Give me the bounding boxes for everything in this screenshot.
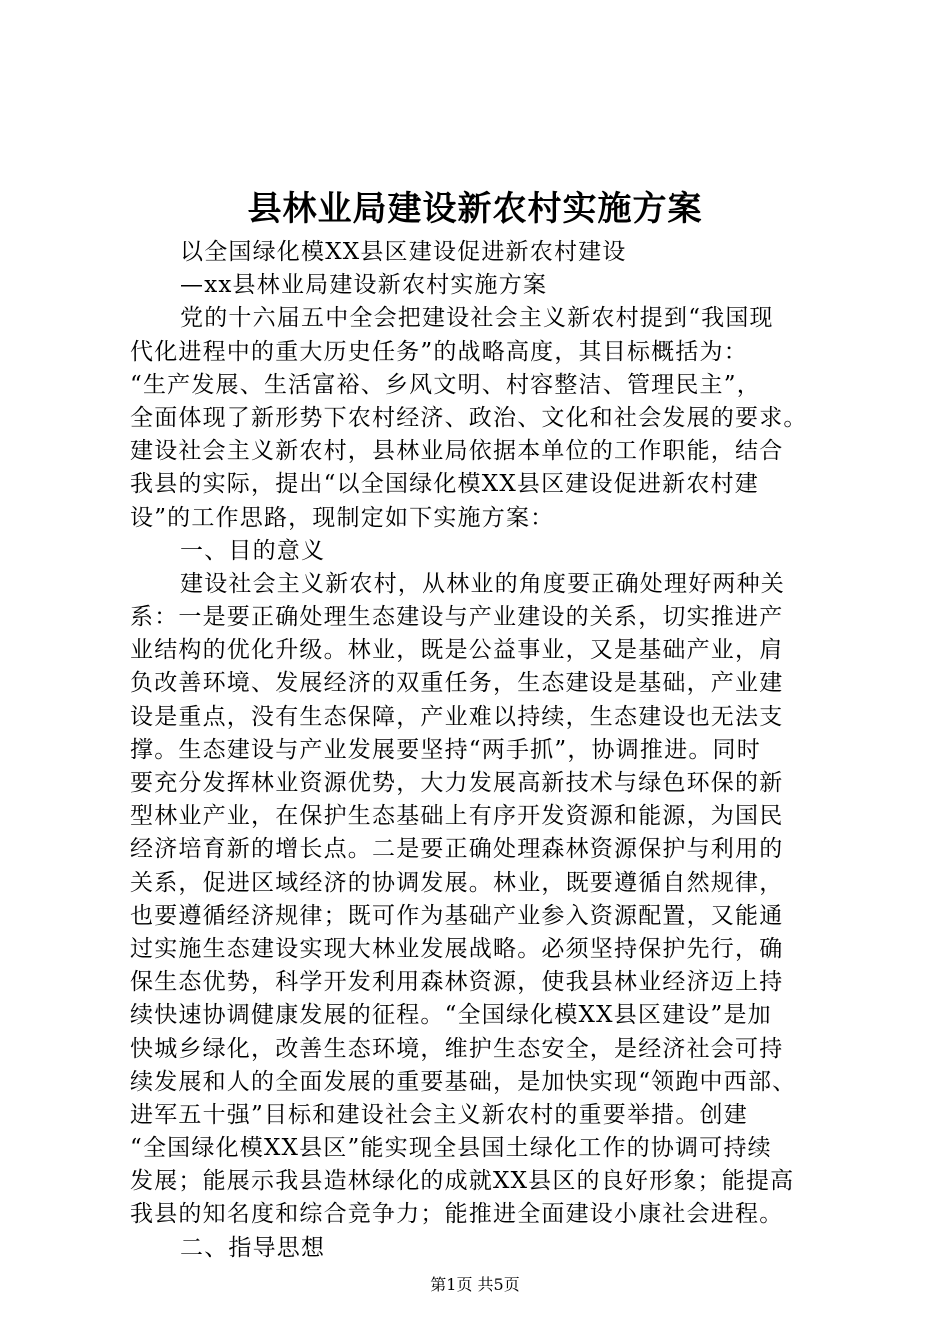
document-body: [130, 236, 840, 1265]
paragraph-line: 党的十六届五中全会把建设社会主义新农村提到“我国现: [180, 305, 774, 332]
paragraph-line: 进军五十强”目标和建设社会主义新农村的重要举措。创建: [130, 1101, 748, 1128]
paragraph-line: 设”的工作思路，现制定如下实施方案：: [130, 504, 555, 531]
paragraph-line: 也要遵循经济规律；既可作为基础产业参入资源配置，又能通: [130, 902, 784, 929]
subtitle-line: 以全国绿化模XX县区建设促进新农村建设: [180, 239, 627, 265]
paragraph-line: 我县的实际，提出“以全国绿化模XX县区建设促进新农村建: [130, 471, 759, 498]
paragraph-line: 过实施生态建设实现大林业发展战略。必须坚持保护先行，确: [130, 935, 784, 962]
subtitle-line: —xx县林业局建设新农村实施方案: [180, 272, 548, 299]
paragraph-line: 我县的知名度和综合竞争力；能推进全面建设小康社会进程。: [130, 1201, 784, 1228]
paragraph-line: 经济培育新的增长点。二是要正确处理森林资源保护与利用的: [130, 836, 784, 863]
paragraph-line: 代化进程中的重大历史任务”的战略高度，其目标概括为：: [130, 338, 748, 365]
paragraph-line: 设是重点，没有生态保障，产业难以持续，生态建设也无法支: [130, 703, 784, 730]
paragraph-line: 保生态优势，科学开发利用森林资源，使我县林业经济迈上持: [130, 969, 784, 996]
paragraph-line: 关系，促进区域经济的协调发展。林业，既要遵循自然规律，: [130, 869, 784, 896]
page-footer: 第1页 共5页: [430, 1275, 520, 1294]
paragraph-line: 业结构的优化升级。林业，既是公益事业，又是基础产业，肩: [130, 637, 784, 664]
paragraph-line: 建设社会主义新农村，从林业的角度要正确处理好两种关: [180, 570, 785, 597]
paragraph-line: 全面体现了新形势下农村经济、政治、文化和社会发展的要求。: [130, 404, 808, 431]
paragraph-line: 型林业产业，在保护生态基础上有序开发资源和能源，为国民: [130, 803, 784, 830]
paragraph-line: 建设社会主义新农村，县林业局依据本单位的工作职能，结合: [130, 438, 784, 465]
section-heading: 二、指导思想: [180, 1234, 326, 1261]
paragraph-line: 续快速协调健康发展的征程。“全国绿化模XX县区建设”是加: [130, 1002, 772, 1029]
paragraph-line: 系：一是要正确处理生态建设与产业建设的关系，切实推进产: [130, 604, 784, 631]
paragraph-line: 负改善环境、发展经济的双重任务，生态建设是基础，产业建: [130, 670, 784, 697]
paragraph-line: 续发展和人的全面发展的重要基础，是加快实现“领跑中西部、: [130, 1068, 797, 1095]
document-title: 县林业局建设新农村实施方案: [247, 189, 703, 229]
paragraph-line: “生产发展、生活富裕、乡风文明、村容整洁、管理民主”，: [130, 371, 761, 398]
paragraph-line: 发展；能展示我县造林绿化的成就XX县区的良好形象；能提高: [130, 1168, 795, 1195]
paragraph-line: “全国绿化模XX县区”能实现全县国土绿化工作的协调可持续: [130, 1135, 772, 1162]
paragraph-line: 要充分发挥林业资源优势，大力发展高新技术与绿色环保的新: [130, 770, 784, 796]
paragraph-line: 快城乡绿化，改善生态环境，维护生态安全，是经济社会可持: [130, 1035, 784, 1062]
paragraph-line: 撑。生态建设与产业发展要坚持“两手抓”，协调推进。同时: [130, 736, 761, 763]
section-heading: 一、目的意义: [180, 537, 326, 564]
